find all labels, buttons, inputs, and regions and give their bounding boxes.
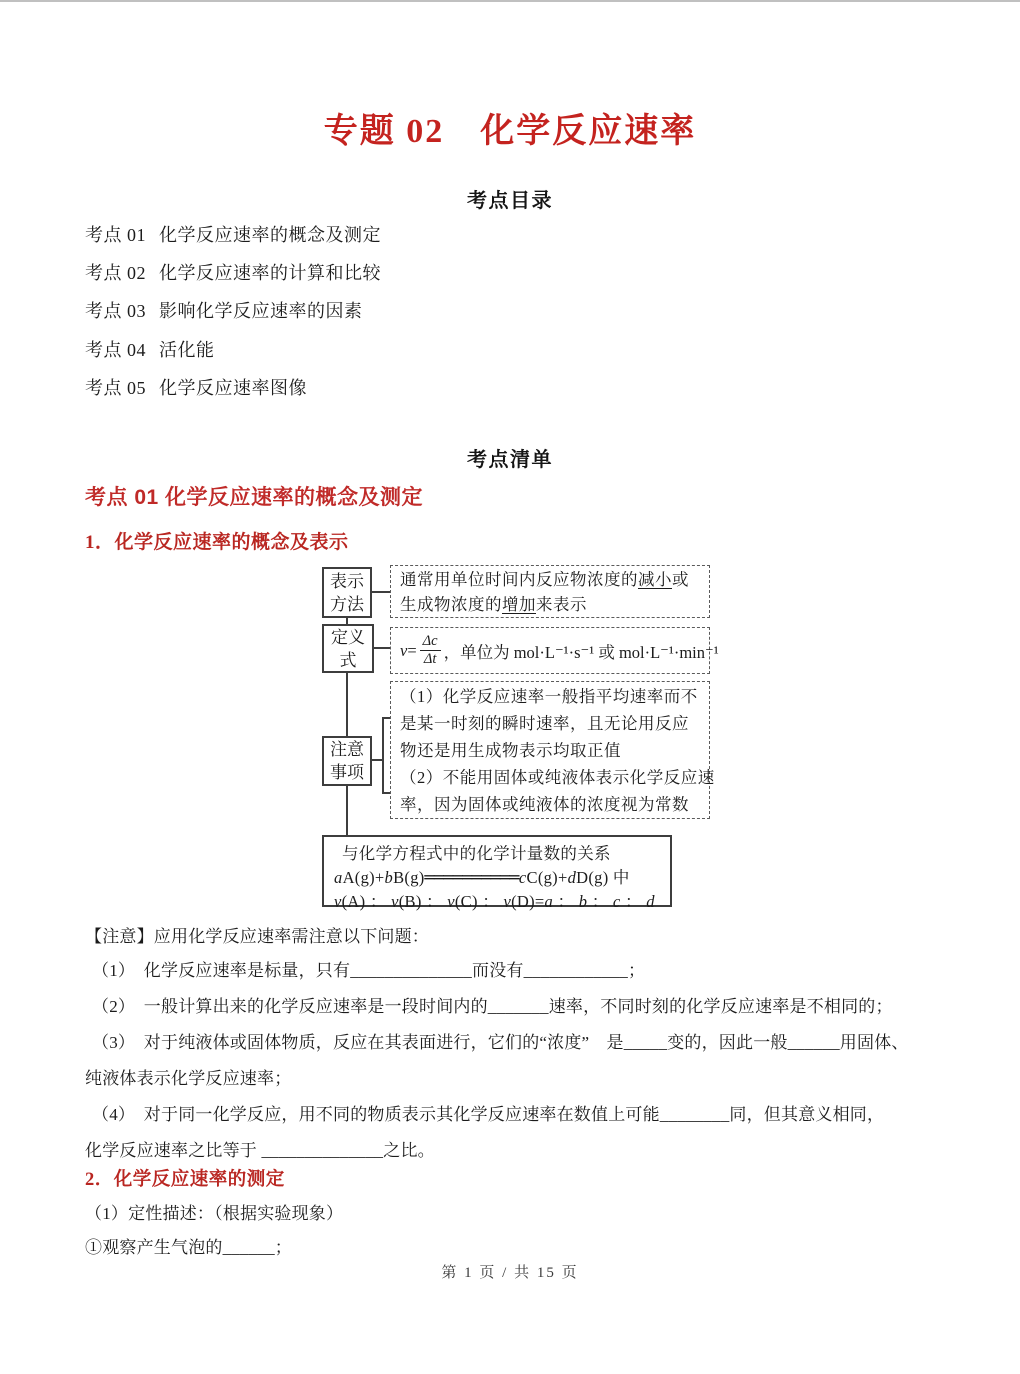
stoichiometry-equation: aA(g)+bB(g)══════════cC(g)+dD(g) 中 <box>334 868 630 887</box>
connector-line <box>374 647 390 649</box>
fraction-numerator: Δc <box>420 633 441 651</box>
toc-item-number: 考点 02 <box>85 263 146 283</box>
toc-item-04 <box>85 336 215 362</box>
toc-item-number: 考点 05 <box>85 378 146 398</box>
formula-fraction <box>420 633 441 667</box>
node-label: 定义 <box>331 627 365 647</box>
stoichiometry-title: 与化学方程式中的化学计量数的关系 <box>342 844 611 863</box>
toc-item-number: 考点 04 <box>85 340 146 360</box>
toc-item-label: 活化能 <box>159 340 215 360</box>
caution-line: （2）不能用固体或纯液体表示化学反应速 <box>400 768 715 787</box>
diagram-stoichiometry-box <box>322 835 672 911</box>
bracket-stub <box>382 792 390 794</box>
toc-item-02 <box>85 259 381 285</box>
toc-item-03 <box>85 297 363 323</box>
caution-line: （1）化学反应速率一般指平均速率而不 <box>400 687 698 706</box>
toc-item-number: 考点 03 <box>85 301 146 321</box>
note-item-2: （2） 一般计算出来的化学反应速率是一段时间内的_______速率，不同时刻的化学反应速率是不相同的； <box>92 997 893 1016</box>
node-label: 方法 <box>330 594 364 614</box>
toc-item-label: 化学反应速率图像 <box>159 378 307 398</box>
page-footer: 第 1 页 / 共 15 页 <box>441 1265 579 1281</box>
caution-line: 是某一时刻的瞬时速率，且无论用反应 <box>400 714 689 733</box>
node-label: 注意 <box>330 740 364 759</box>
note-item-1: （1） 化学反应速率是标量，只有______________而没有____________； <box>92 961 646 980</box>
formula-equals: = <box>407 640 417 660</box>
note-item-4-cont: 化学反应速率之比等于 ______________之比。 <box>85 1141 435 1160</box>
note-item-3: （3） 对于纯液体或固体物质，反应在其表面进行，它们的“浓度” 是_____变的，因此一般______用固体、 <box>92 1033 909 1052</box>
caution-line: 率，因为固体或纯液体的浓度视为常数 <box>400 795 689 814</box>
toc-heading: 考点目录 <box>467 190 553 212</box>
page-top-edge <box>0 0 1020 2</box>
node-label: 式 <box>339 650 357 670</box>
toc-item-label: 影响化学反应速率的因素 <box>159 301 363 321</box>
note-item-3-cont: 纯液体表示化学反应速率； <box>85 1069 292 1088</box>
kp01-heading: 考点 01 化学反应速率的概念及测定 <box>85 486 424 509</box>
sub1-heading: 1．化学反应速率的概念及表示 <box>85 532 349 553</box>
sub2-heading: 2．化学反应速率的测定 <box>85 1170 285 1190</box>
desc-line: 生成物浓度的增加来表示 <box>400 595 587 614</box>
measure-line-1: （1）定性描述：（根据实验现象） <box>85 1204 344 1223</box>
note-item-4: （4） 对于同一化学反应，用不同的物质表示其化学反应速率在数值上可能________同，但其意义相同， <box>92 1105 885 1124</box>
toc-item-number: 考点 01 <box>85 225 146 245</box>
toc-item-label: 化学反应速率的计算和比较 <box>159 263 381 283</box>
stoichiometry-ratio: v(A) ： v(B) ： v(C) ： v(D)=a ： b ： c ： d <box>334 892 655 911</box>
toc-item-label: 化学反应速率的概念及测定 <box>159 225 381 245</box>
desc-line: 通常用单位时间内反应物浓度的减小或 <box>400 570 689 589</box>
diagram-formula <box>390 627 719 674</box>
diagram-cautions-box <box>390 681 715 819</box>
node-label: 表示 <box>330 571 364 591</box>
fraction-denominator: Δt <box>423 651 437 667</box>
diagram-desc-representation <box>390 565 710 618</box>
page-title: 专题 02 化学反应速率 <box>323 113 697 150</box>
toc-item-01 <box>85 221 381 247</box>
notice-line: 【注意】应用化学反应速率需注意以下问题： <box>85 927 429 946</box>
toc-item-05 <box>85 374 307 400</box>
diagram-node-representation <box>322 567 372 618</box>
formula-units: ，单位为 mol·L⁻¹·s⁻¹ 或 mol·L⁻¹·min⁻¹ <box>443 642 719 662</box>
bracket-line <box>382 717 384 794</box>
node-label: 事项 <box>330 763 364 782</box>
formula-v: v <box>400 640 408 660</box>
bracket-stub <box>382 717 390 719</box>
caution-line: 物还是用生成物表示均取正值 <box>400 741 621 760</box>
diagram-node-cautions <box>322 736 372 786</box>
connector-line <box>372 591 390 593</box>
measure-line-2: ①观察产生气泡的______； <box>85 1238 292 1257</box>
diagram-node-definition <box>322 624 374 673</box>
checklist-heading: 考点清单 <box>467 449 553 471</box>
